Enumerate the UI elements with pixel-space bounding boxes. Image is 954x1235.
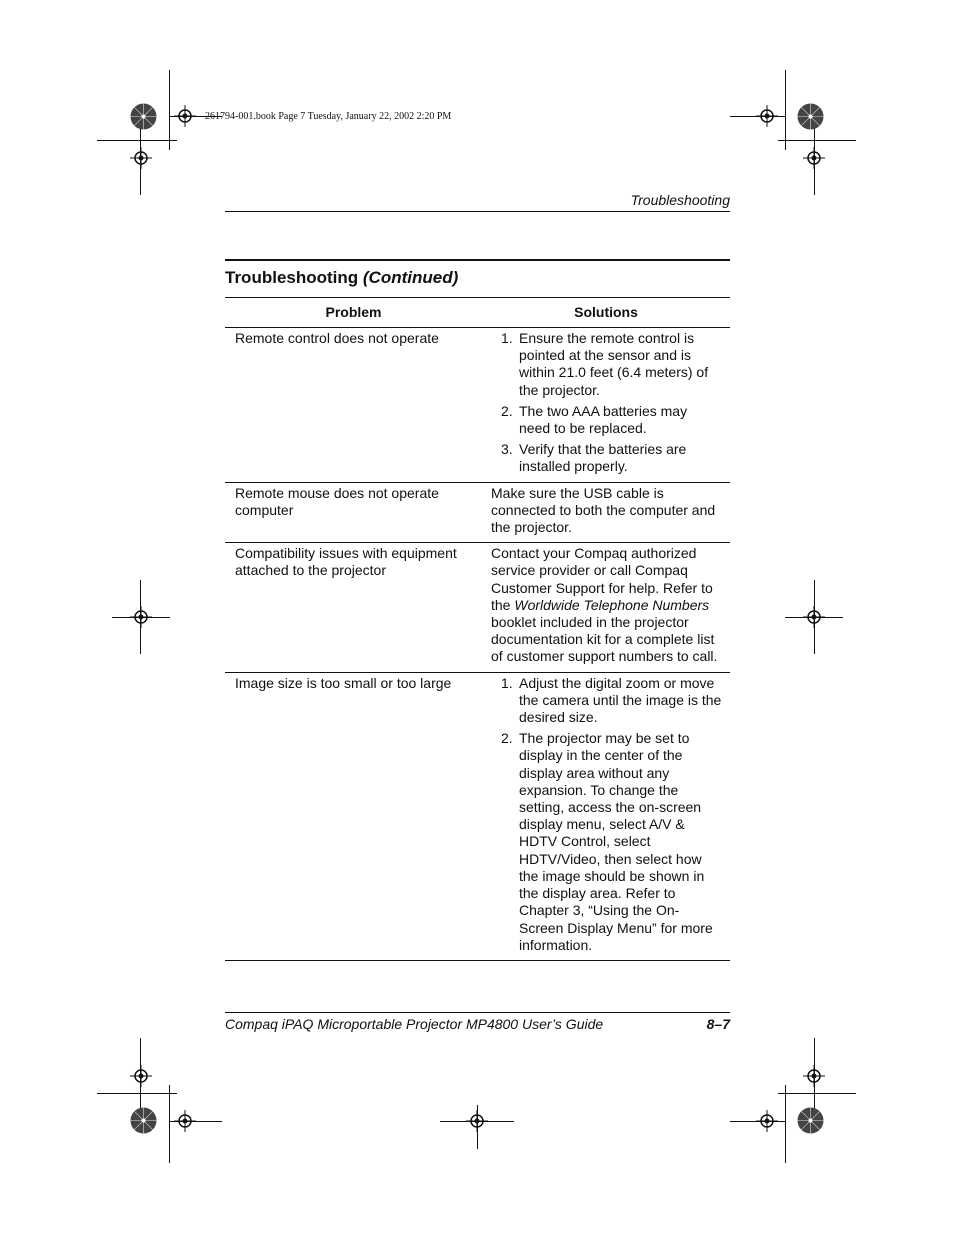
solution-steps (491, 330, 722, 476)
booklet-title: Worldwide Telephone Numbers (514, 596, 710, 613)
table-title-rule (225, 259, 730, 261)
table-title-continued: (Continued) (362, 268, 459, 287)
problem-cell: Compatibility issues with equipment attached to the projector (225, 543, 482, 672)
registration-target-icon (756, 105, 778, 127)
solution-step: 3. Verify that the batteries are installed properly. (501, 441, 687, 475)
problem-cell: Image size is too small or too large (225, 672, 482, 960)
registration-target-icon (756, 1110, 778, 1132)
table-row (225, 672, 730, 960)
solution-step: 2. The projector may be set to display in the center of the display area without any expansion. To change the setting, access the on-screen display menu, select A/V & HDTV Control, select HDTV/Video, then select how the image should be shown in the display area. Refer to Chapter 3, “Using the On-Screen Display Menu” for more information. (501, 730, 713, 953)
sunburst-mark-icon (130, 1107, 157, 1134)
crop-line (97, 140, 177, 141)
table-title-main: Troubleshooting (225, 268, 359, 287)
registration-target-icon (130, 1065, 152, 1087)
footer-guide-title: Compaq iPAQ Microportable Projector MP4800 User’s Guide (225, 1016, 604, 1032)
column-header-problem: Problem (225, 298, 482, 328)
registration-target-icon (174, 1110, 196, 1132)
crop-line (785, 1085, 786, 1163)
registration-target-icon (130, 606, 152, 628)
print-slug: 261794-001.book Page 7 Tuesday, January 22, 2002 2:20 PM (205, 111, 452, 122)
registration-target-icon (174, 105, 196, 127)
troubleshooting-table (225, 297, 730, 961)
crop-line (169, 1085, 170, 1163)
sunburst-mark-icon (130, 103, 157, 130)
solution-cell (482, 672, 730, 960)
solution-step: 1. Ensure the remote control is pointed at the sensor and is within 21.0 feet (6.4 meters) of the projector. (501, 330, 709, 398)
solution-cell (482, 328, 730, 483)
column-header-solutions: Solutions (482, 298, 730, 328)
solution-step: 2. The two AAA batteries may need to be replaced. (501, 402, 688, 437)
solution-step: 1. Adjust the digital zoom or move the camera until the image is the desired size. (501, 674, 722, 726)
registration-target-icon (803, 147, 825, 169)
header-rule (225, 211, 730, 212)
registration-target-icon (130, 147, 152, 169)
registration-target-icon (803, 1065, 825, 1087)
table-header-row (225, 298, 730, 328)
page-number: 8–7 (706, 1016, 730, 1032)
sunburst-mark-icon (797, 103, 824, 130)
crop-line (778, 1093, 856, 1094)
solution-cell: Contact your Compaq authorized service provider or call Compaq Customer Support for help. Refer to the Worldwide Telephone Numbers booklet included in the projector documentation kit for a complete list of customer support numbers to call. (482, 543, 730, 672)
crop-line (778, 140, 856, 141)
problem-cell: Remote mouse does not operate computer (225, 482, 482, 543)
running-head: Troubleshooting (630, 192, 730, 208)
sunburst-mark-icon (797, 1107, 824, 1134)
crop-line (97, 1093, 177, 1094)
crop-line (169, 70, 170, 150)
table-row (225, 482, 730, 543)
page-footer (225, 1012, 730, 1032)
solution-cell: Make sure the USB cable is connected to both the computer and the projector. (482, 482, 730, 543)
problem-cell: Remote control does not operate (225, 328, 482, 483)
registration-target-icon (803, 606, 825, 628)
table-title (225, 268, 458, 288)
crop-line (785, 70, 786, 150)
table-row (225, 543, 730, 672)
table-row (225, 328, 730, 483)
registration-target-icon (466, 1110, 488, 1132)
solution-steps (491, 675, 722, 954)
